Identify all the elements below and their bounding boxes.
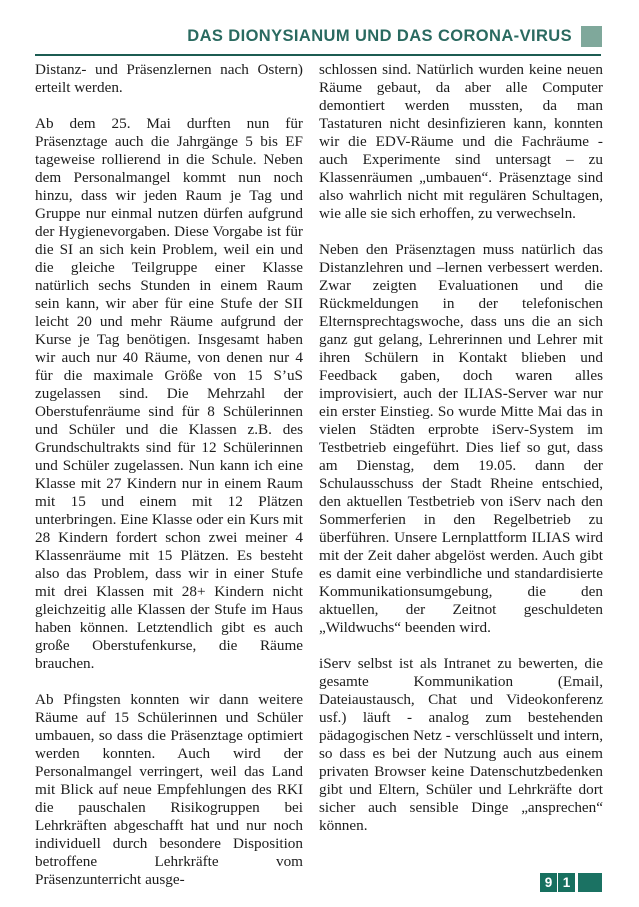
paragraph: iServ selbst ist als Intranet zu bewerten, die gesamte Kommunikation (Email, Dateiaustausch, Chat und Videokonferenz usf.) läuft - analog zum bestehenden pädagogischen Netz - verschlüsselt und intern, so dass es bei der Nutzung auch aus einem privaten Browser keine Datenschutzbedenken gibt und Eltern, Schüler und Lehrkräfte dort sicher auch sensible Dinge „ansprechen“ können. <box>319 655 603 834</box>
page-number <box>539 873 602 892</box>
paragraph: Ab dem 25. Mai durften nun für Präsenztage auch die Jahrgänge 5 bis EF tageweise rollierend in die Schule. Neben dem Personalmangel kommt nun noch hinzu, dass wir jeden Raum je Tag und Gruppe nur einmal nutzen dürfen aufgrund der Hygienevorgaben. Diese Vorgabe ist für die SI an sich kein Problem, weil ein und die gleiche Teilgruppe einer Klasse natürlich sechs Stunden in einem Raum sein kann, wir aber für eine Stufe der SII leicht 20 und mehr Räume aufgrund der Kurse je Tag benötigen. Insgesamt haben wir auch nur 40 Räume, von denen nur 4 für die maximale Größe von 15 S’uS zugelassen sind. Die Mehrzahl der Oberstufenräume sind für 8 Schülerinnen und Schüler und die Klassen z.B. des Grundschultrakts sind für 12 Schülerinnen und Schüler zugelassen. Nun kann ich eine Klasse mit 27 Kindern nur in einem Raum mit 15 und einem mit 12 Plätzen unterbringen. Eine Klasse oder ein Kurs mit 28 Kindern fordert schon zwei meiner 4 Klassenräume mit 15 Plätzen. Es besteht also das Problem, dass wir in einer Stufe mit drei Klassen mit 28+ Kindern nicht gleichzeitig alle Klassen der Stufe im Haus haben können. Letztendlich gibt es auch große Oberstufenkurse, die Räume brauchen. <box>35 115 303 672</box>
page-number-digit: 9 <box>540 873 557 892</box>
footer-accent-square-icon <box>578 873 602 892</box>
paragraph: Neben den Präsenztagen muss natürlich das Distanzlehren und –lernen verbessert werden. Zwar zeigten Evaluationen und die Rückmeldungen in der telefonischen Elternsprechtagswoche, dass uns die an sich ganz gut gelang, Lehrerinnen und Lehrer mit ihren Schülern in Kontakt blieben und Feedback gaben, doch waren alles improvisiert, auch der ILIAS-Server war nur ein erster Einstieg. So wurde Mitte Mai das in vielen Städten erprobte iServ-System im Testbetrieb eingeführt. Dies lief so gut, dass am Dienstag, dem 19.05. dann der Schulausschuss der Stadt Rheine entschied, den aktuellen Testbetrieb von iServ nach den Sommerferien in den Regelbetrieb zu überführen. Unsere Lernplattform ILIAS wird mit der Zeit daher abgelöst werden. Auch gibt es damit eine verbindliche und standardisierte Kommunikationsumgebung, die den aktuellen, der Zeitnot geschuldeten „Wildwuchs“ beenden wird. <box>319 241 603 636</box>
page-number-digit: 1 <box>558 873 575 892</box>
paragraph: Ab Pfingsten konnten wir dann weitere Räume auf 15 Schülerinnen und Schüler umbauen, so dass die Präsenztage optimiert werden konnten. Auch wird der Personalmangel verringert, weil das Land mit Blick auf neue Empfehlungen des RKI die pauschalen Risikogruppen bei Lehrkräften abgeschafft hat und nur noch individuell durch besondere Disposition betroffene Lehrkräfte vom Präsenzunterricht ausge- <box>35 691 303 888</box>
article-body <box>35 61 603 889</box>
header-rule <box>35 54 601 56</box>
page-header-title: DAS DIONYSIANUM UND DAS CORONA-VIRUS <box>187 27 572 45</box>
header-accent-square-icon <box>581 26 602 47</box>
right-column <box>319 61 603 889</box>
left-column <box>35 61 303 889</box>
paragraph: Distanz- und Präsenzlernen nach Ostern) erteilt werden. <box>35 61 303 96</box>
page-header <box>35 26 602 47</box>
paragraph: schlossen sind. Natürlich wurden keine neuen Räume gebaut, da aber alle Computer demontiert werden mussten, da man Tastaturen nicht desinfizieren kann, konnten wir die EDV-Räume und die Fachräume - auch Experimente sind untersagt – zu Klassenräumen „umbauen“. Präsenztage sind also wahrlich nicht mit regulären Schultagen, wie alle sie sich erhoffen, zu verwechseln. <box>319 61 603 222</box>
